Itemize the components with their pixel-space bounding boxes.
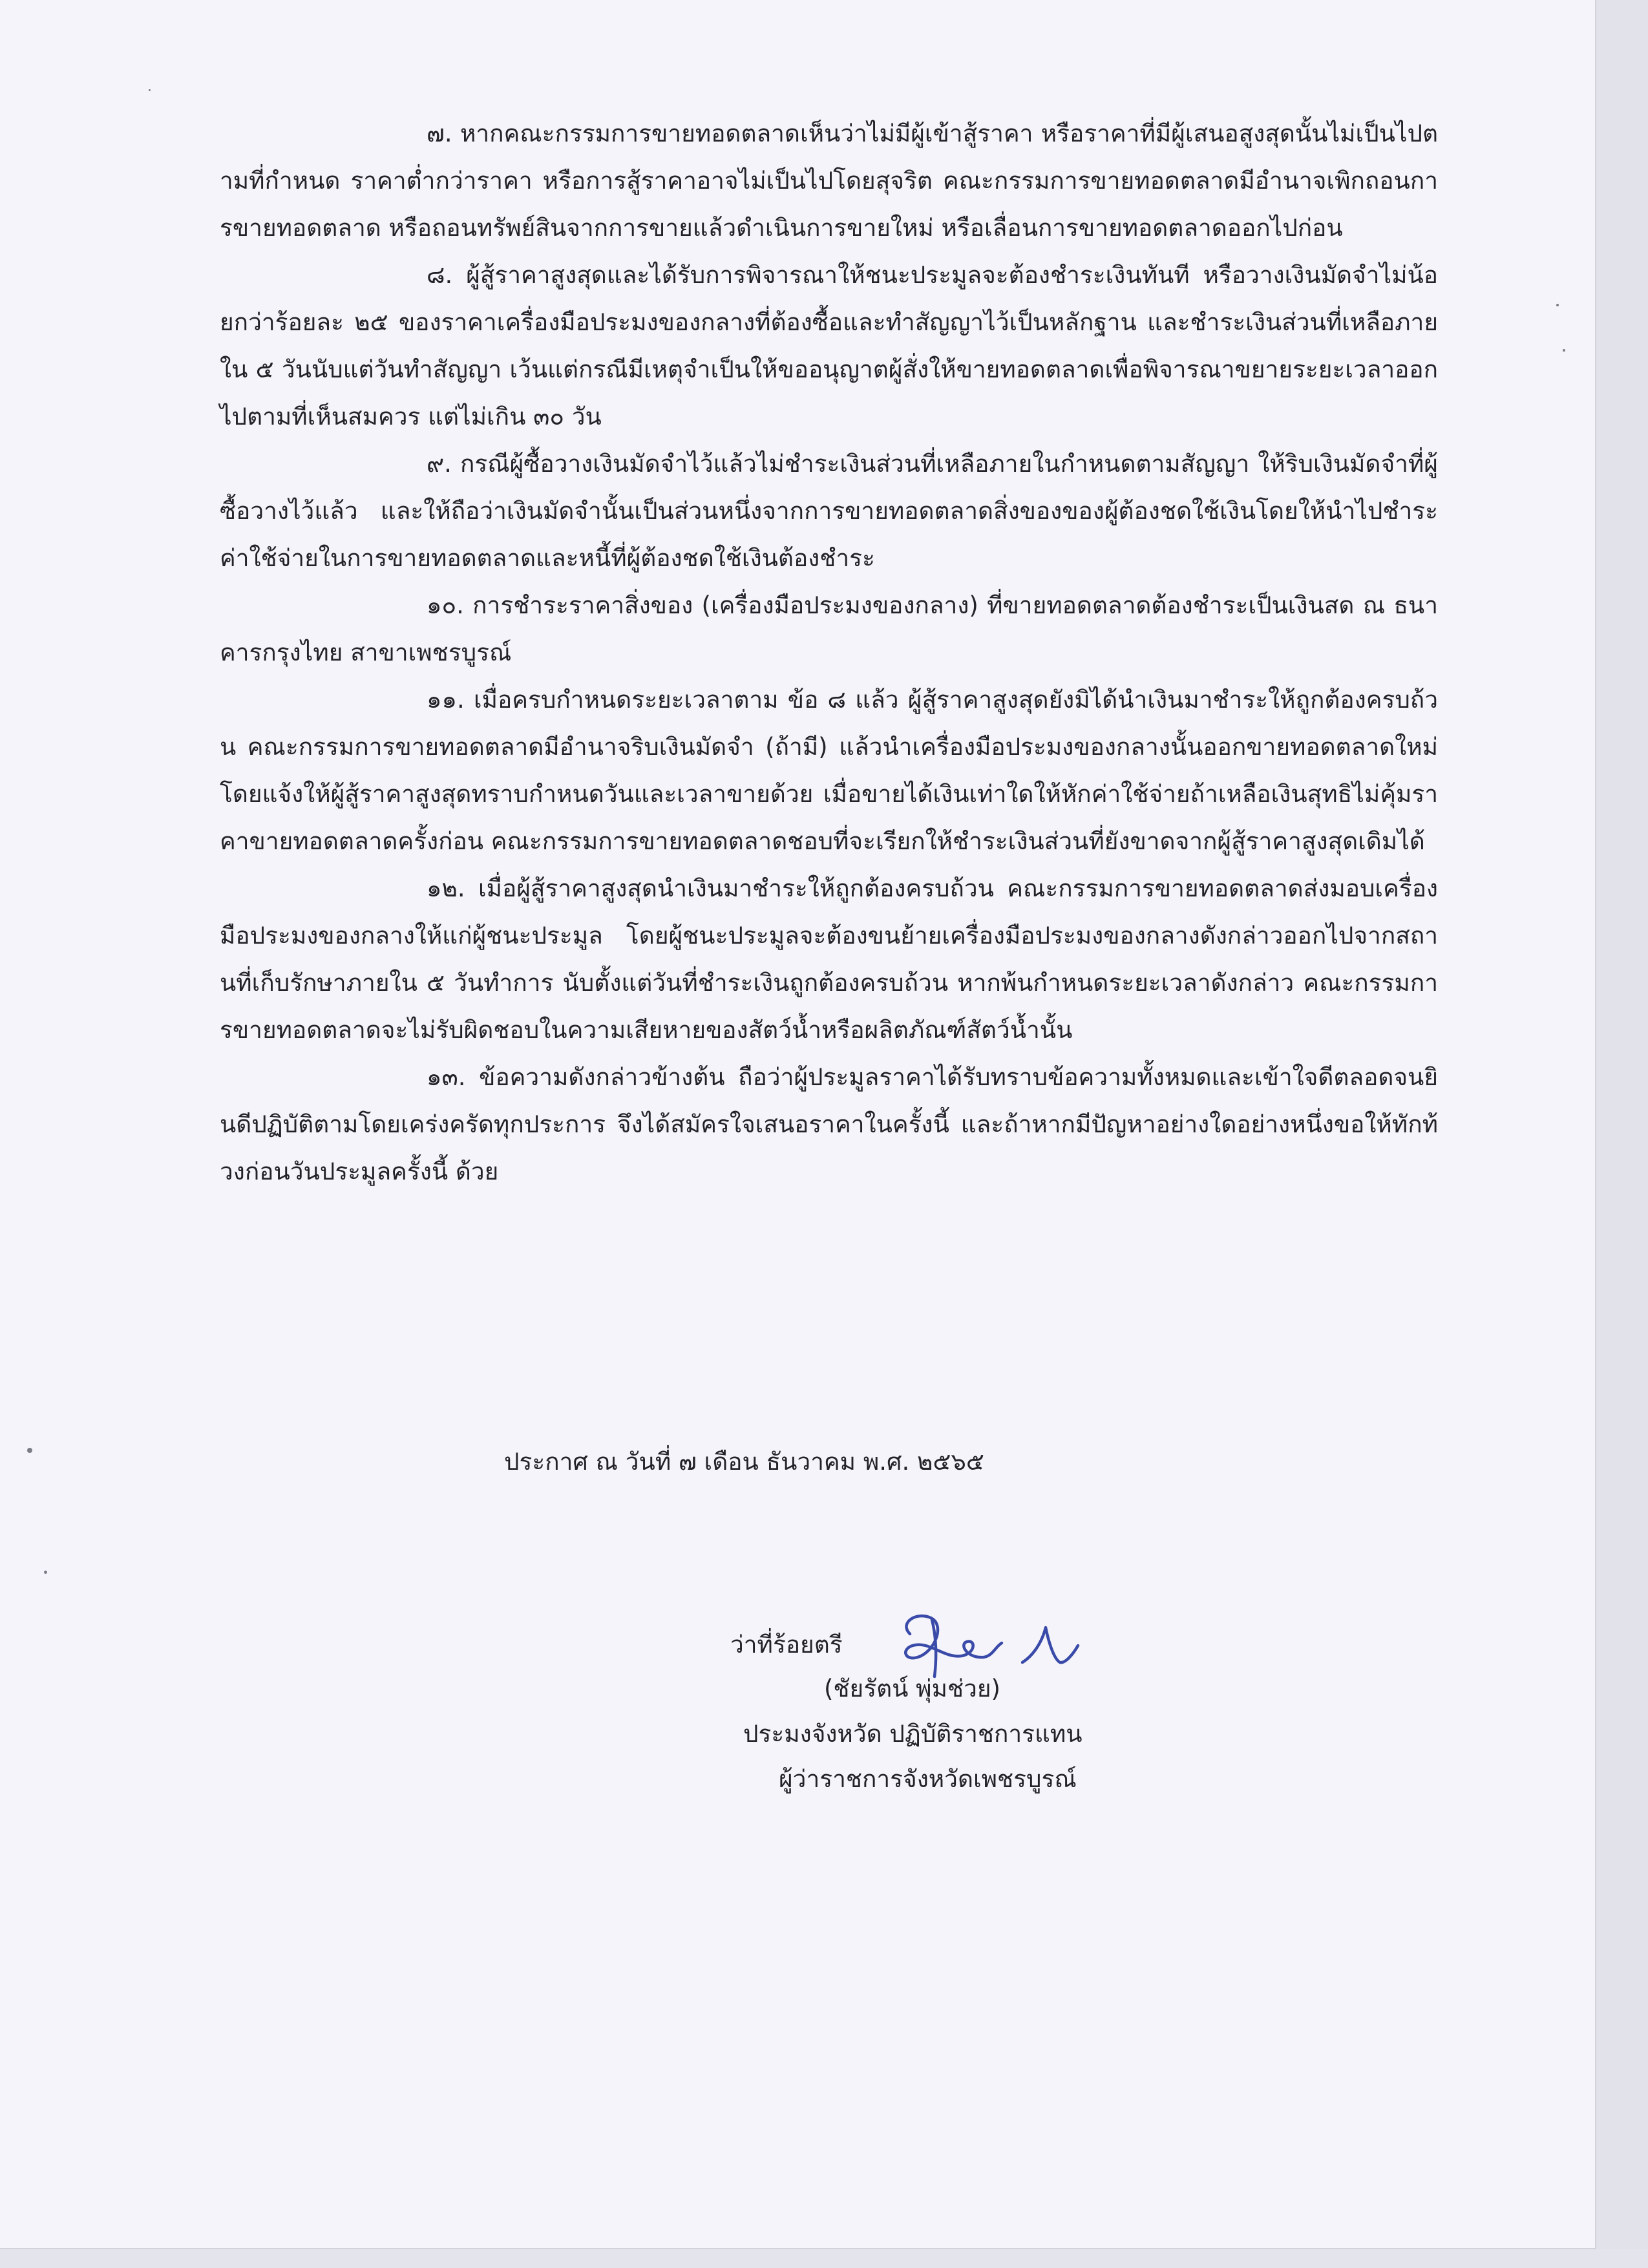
clause-9: ๙. กรณีผู้ซื้อวางเงินมัดจำไว้แล้วไม่ชำระเงินส่วนที่เหลือภายในกำหนดตามสัญญา ให้ริบเงินมัดจำที่ผู้ซื้อวางไว้แล้ว และให้ถือว่าเงินมัดจำนั้นเป็นส่วนหนึ่งจากการขายทอดตลาดสิ่งของของผู้ต้องชดใช้เงินโดยให้นำไปชำระค่าใช้จ่ายในการขายทอดตลาดและหนี้ที่ผู้ต้องชดใช้เงินต้องชำระ [220, 450, 1438, 572]
clause-13: ๑๓. ข้อความดังกล่าวข้างต้น ถือว่าผู้ประมูลราคาได้รับทราบข้อความทั้งหมดและเข้าใจดีตลอดจนยินดีปฏิบัติตามโดยเคร่งครัดทุกประการ จึงได้สมัครใจเสนอราคาในครั้งนี้ และถ้าหากมีปัญหาอย่างใดอย่างหนึ่งขอให้ทักท้วงก่อนวันประมูลครั้งนี้ ด้วย [220, 1063, 1438, 1185]
scan-speck [27, 1448, 32, 1453]
scan-speck [1563, 349, 1565, 352]
clause-7: ๗. หากคณะกรรมการขายทอดตลาดเห็นว่าไม่มีผู้เข้าสู้ราคา หรือราคาที่มีผู้เสนอสูงสุดนั้นไม่เป็นไปตามที่กำหนด ราคาต่ำกว่าราคา หรือการสู้ราคาอาจไม่เป็นไปโดยสุจริต คณะกรรมการขายทอดตลาดมีอำนาจเพิกถอนการขายทอดตลาด หรือถอนทรัพย์สินจากการขายแล้วดำเนินการขายใหม่ หรือเลื่อนการขายทอดตลาดออกไปก่อน [220, 120, 1438, 242]
clause-10: ๑๐. การชำระราคาสิ่งของ (เครื่องมือประมงของกลาง) ที่ขายทอดตลาดต้องชำระเป็นเงินสด ณ ธนาคารกรุงไทย สาขาเพชรบูรณ์ [220, 591, 1438, 666]
scan-bottom-edge [0, 2249, 1648, 2268]
scan-speck [1556, 304, 1559, 306]
scan-speck [44, 1571, 47, 1574]
scan-margin [1596, 0, 1648, 2268]
signer-rank: ว่าที่ร้อยตรี [730, 1631, 843, 1659]
clause-12: ๑๒. เมื่อผู้สู้ราคาสูงสุดนำเงินมาชำระให้ถูกต้องครบถ้วน คณะกรรมการขายทอดตลาดส่งมอบเครื่องมือประมงของกลางให้แก่ผู้ชนะประมูล โดยผู้ชนะประมูลจะต้องขนย้ายเครื่องมือประมงของกลางดังกล่าวออกไปจากสถานที่เก็บรักษาภายใน ๕ วันทำการ นับตั้งแต่วันที่ชำระเงินถูกต้องครบถ้วน หากพ้นกำหนดระยะเวลาดังกล่าว คณะกรรมการขายทอดตลาดจะไม่รับผิดชอบในความเสียหายของสัตว์น้ำหรือผลิตภัณฑ์สัตว์น้ำนั้น [220, 874, 1438, 1044]
clause-8: ๘. ผู้สู้ราคาสูงสุดและได้รับการพิจารณาให้ชนะประมูลจะต้องชำระเงินทันที หรือวางเงินมัดจำไม่น้อยกว่าร้อยละ ๒๕ ของราคาเครื่องมือประมงของกลางที่ต้องซื้อและทำสัญญาไว้เป็นหลักฐาน และชำระเงินส่วนที่เหลือภายใน ๕ วันนับแต่วันทำสัญญา เว้นแต่กรณีมีเหตุจำเป็นให้ขออนุญาตผู้สั่งให้ขายทอดตลาดเพื่อพิจารณาขยายระยะเวลาออกไปตามที่เห็นสมควร แต่ไม่เกิน ๓๐ วัน [220, 261, 1438, 430]
announcement-date: ประกาศ ณ วันที่ ๗ เดือน ธันวาคม พ.ศ. ๒๕๖๕ [504, 1448, 984, 1476]
scan-speck [149, 89, 151, 91]
document-body [220, 110, 1438, 1195]
signer-authority: ผู้ว่าราชการจังหวัดเพชรบูรณ์ [779, 1765, 1077, 1793]
signer-name: (ชัยรัตน์ พุ่มช่วย) [824, 1675, 1000, 1702]
clause-11: ๑๑. เมื่อครบกำหนดระยะเวลาตาม ข้อ ๘ แล้ว ผู้สู้ราคาสูงสุดยังมิได้นำเงินมาชำระให้ถูกต้องครบถ้วน คณะกรรมการขายทอดตลาดมีอำนาจริบเงินมัดจำ (ถ้ามี) แล้วนำเครื่องมือประมงของกลางนั้นออกขายทอดตลาดใหม่โดยแจ้งให้ผู้สู้ราคาสูงสุดทราบกำหนดวันและเวลาขายด้วย เมื่อขายได้เงินเท่าใดให้หักค่าใช้จ่ายถ้าเหลือเงินสุทธิไม่คุ้มราคาขายทอดตลาดครั้งก่อน คณะกรรมการขายทอดตลาดชอบที่จะเรียกให้ชำระเงินส่วนที่ยังขาดจากผู้สู้ราคาสูงสุดเดิมได้ [220, 686, 1438, 855]
signer-position: ประมงจังหวัด ปฏิบัติราชการแทน [743, 1720, 1083, 1748]
